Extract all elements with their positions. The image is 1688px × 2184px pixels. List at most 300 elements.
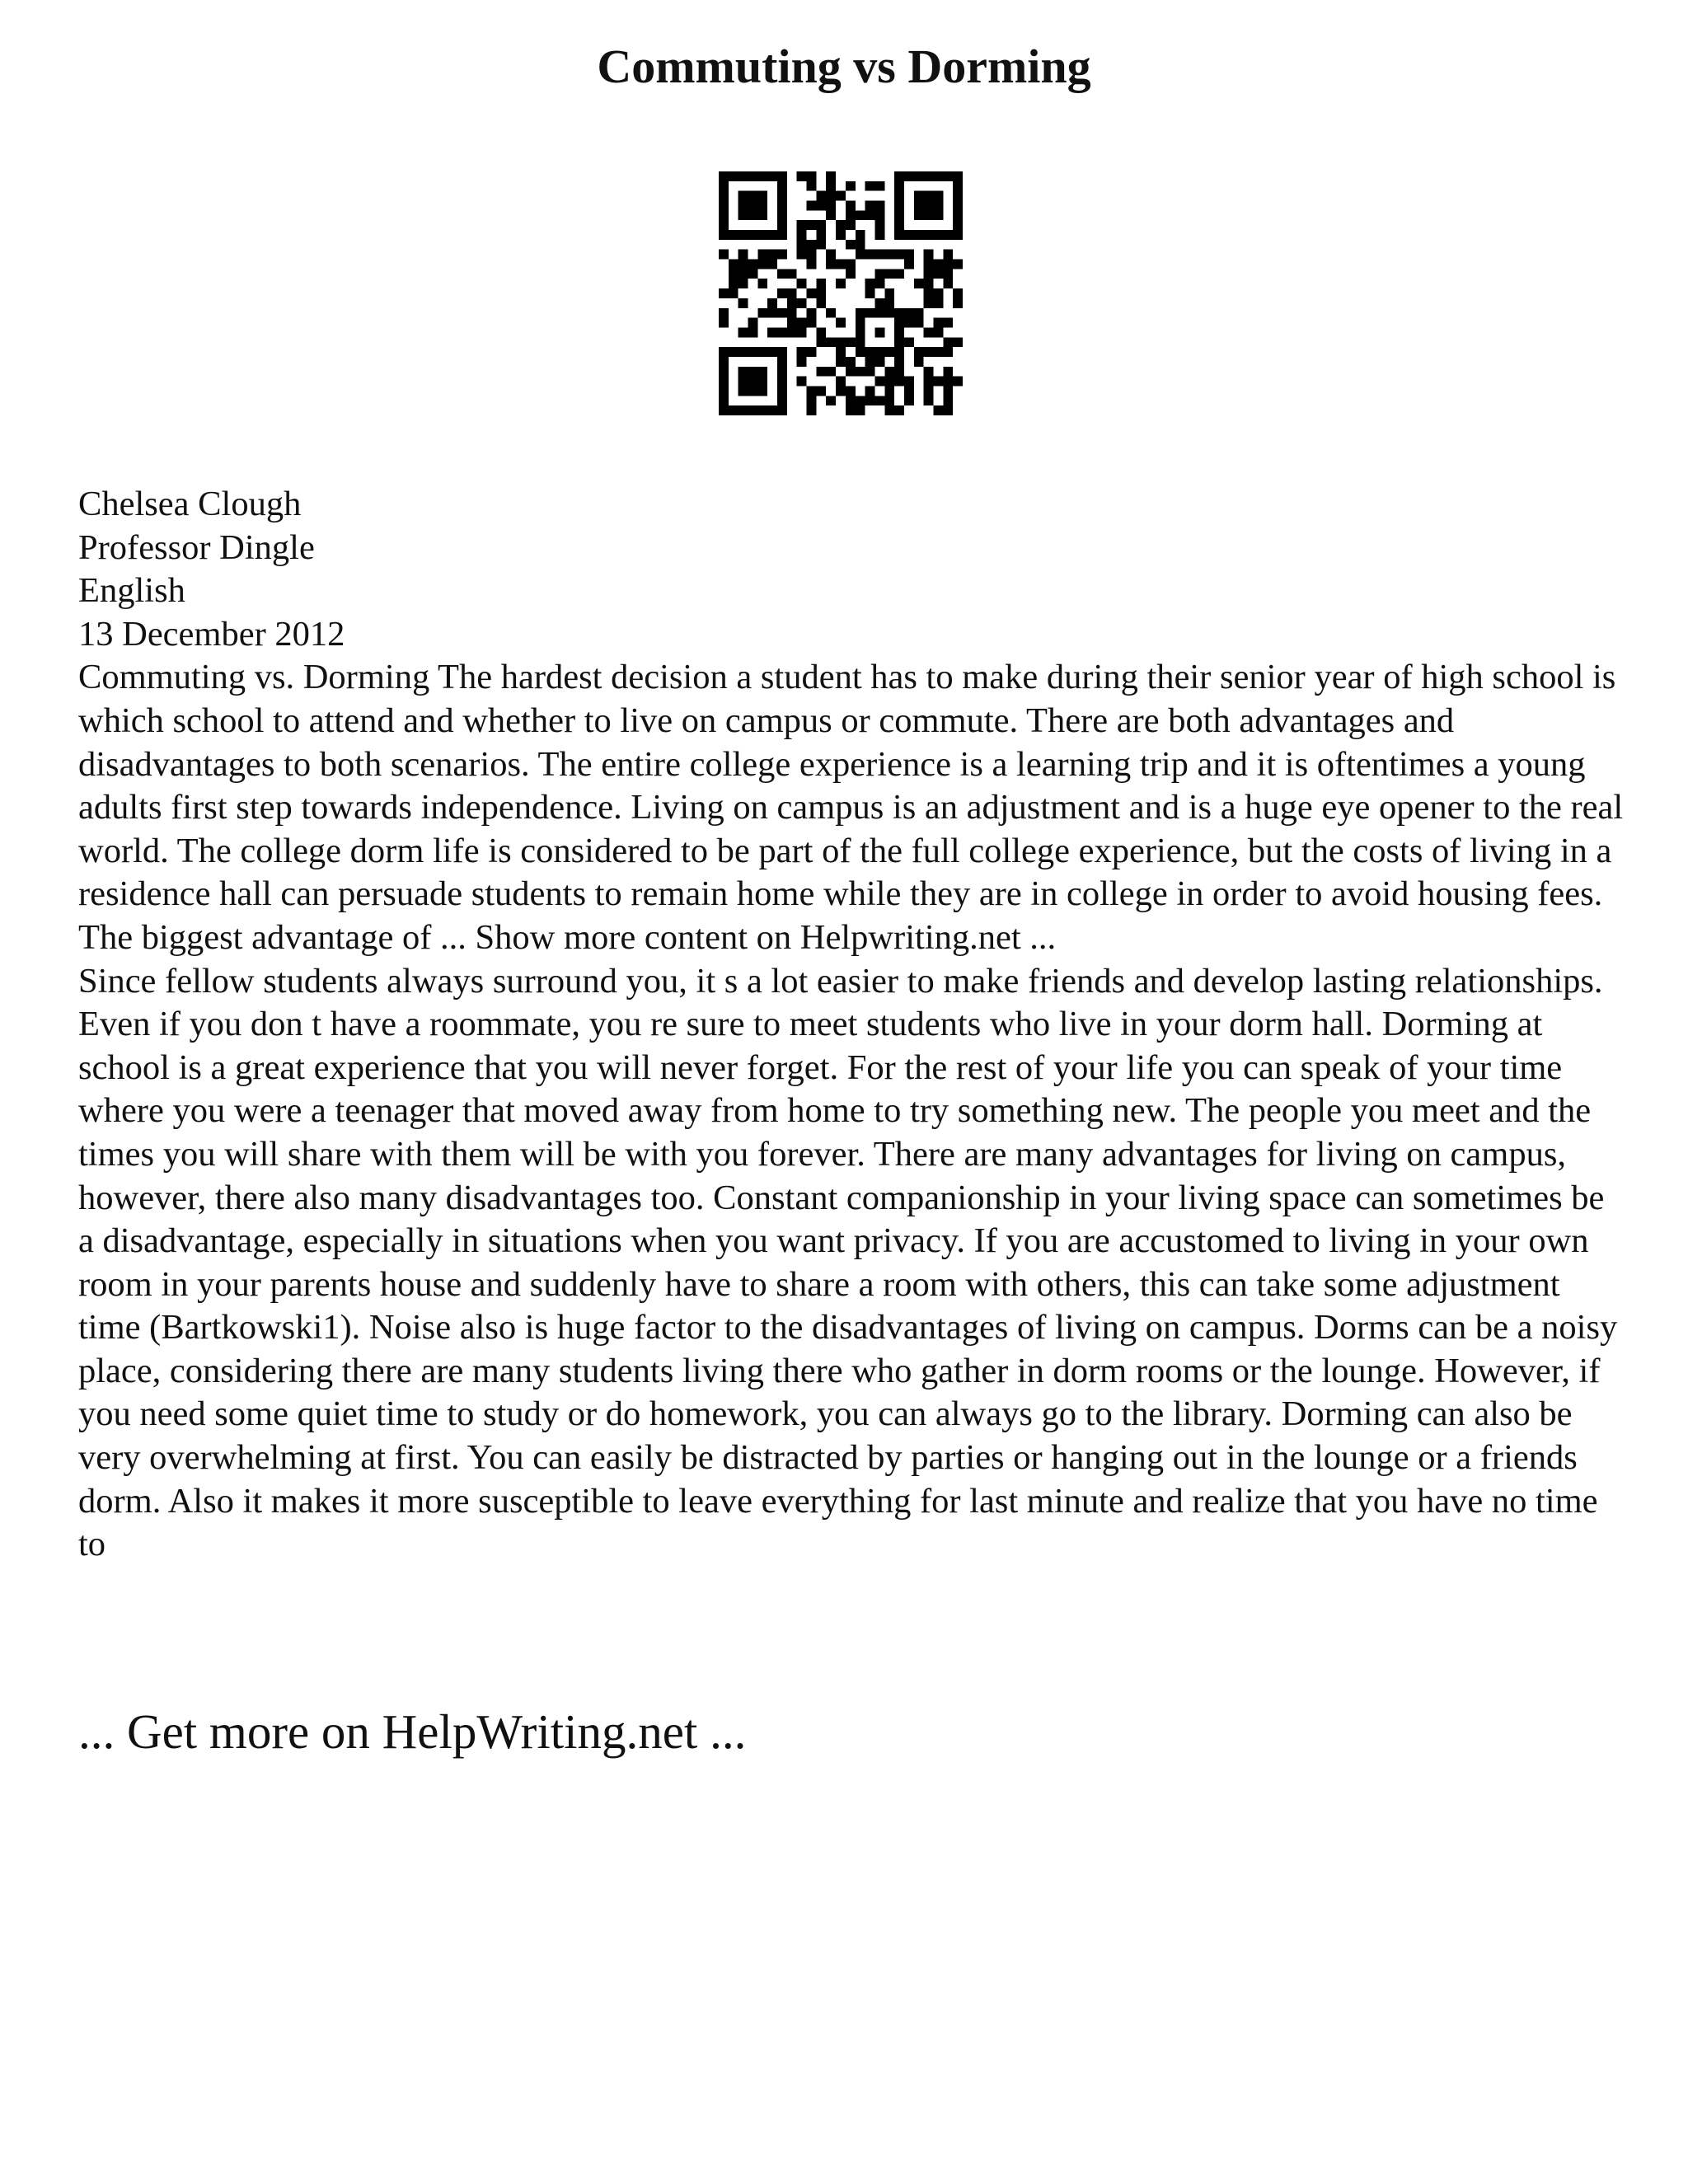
qr-module — [757, 250, 767, 260]
qr-module — [933, 191, 943, 201]
qr-module — [767, 327, 777, 337]
qr-module — [856, 396, 865, 405]
qr-module — [816, 367, 826, 377]
qr-module — [767, 230, 777, 240]
qr-module — [797, 171, 807, 181]
qr-module — [748, 386, 758, 396]
qr-module — [777, 210, 787, 220]
qr-module — [856, 308, 865, 318]
qr-module — [933, 201, 943, 211]
qr-module — [767, 250, 777, 260]
qr-module — [894, 357, 904, 367]
qr-module — [846, 210, 856, 220]
qr-module — [924, 230, 934, 240]
qr-module — [904, 308, 914, 318]
qr-module — [797, 240, 807, 250]
qr-module — [856, 210, 865, 220]
qr-module — [953, 201, 963, 211]
qr-module — [757, 191, 767, 201]
qr-module — [856, 347, 865, 357]
qr-module — [943, 171, 953, 181]
qr-module — [924, 288, 934, 298]
qr-module — [943, 386, 953, 396]
qr-module — [757, 210, 767, 220]
qr-module — [953, 181, 963, 191]
qr-module — [846, 386, 856, 396]
qr-module — [914, 201, 924, 211]
qr-module — [943, 279, 953, 288]
qr-module — [767, 347, 777, 357]
qr-module — [894, 337, 904, 347]
qr-module — [797, 347, 807, 357]
qr-module — [836, 347, 846, 357]
qr-module — [807, 240, 817, 250]
qr-module — [816, 230, 826, 240]
qr-module — [953, 220, 963, 230]
qr-module — [836, 191, 846, 201]
qr-module — [933, 327, 943, 337]
qr-module — [943, 396, 953, 405]
qr-module — [924, 367, 934, 377]
qr-module — [924, 250, 934, 260]
qr-module — [777, 191, 787, 201]
qr-module — [846, 240, 856, 250]
qr-module — [914, 308, 924, 318]
qr-module — [874, 327, 884, 337]
qr-module — [826, 308, 836, 318]
qr-module — [874, 220, 884, 230]
qr-module — [797, 327, 807, 337]
qr-module — [865, 288, 875, 298]
qr-module — [807, 347, 817, 357]
qr-module — [816, 298, 826, 308]
qr-module — [807, 308, 817, 318]
qr-module — [777, 386, 787, 396]
qr-module — [738, 260, 748, 269]
qr-module — [884, 308, 894, 318]
qr-module — [894, 377, 904, 387]
qr-module — [826, 181, 836, 191]
qr-module — [836, 279, 846, 288]
qr-module — [748, 260, 758, 269]
qr-module — [826, 210, 836, 220]
qr-module — [894, 405, 904, 415]
qr-module — [748, 269, 758, 279]
qr-module — [738, 201, 748, 211]
qr-module — [797, 250, 807, 260]
qr-module — [767, 298, 777, 308]
qr-module — [738, 367, 748, 377]
qr-module — [914, 230, 924, 240]
qr-module — [757, 405, 767, 415]
qr-module — [729, 269, 738, 279]
qr-module — [767, 260, 777, 269]
qr-module — [933, 377, 943, 387]
qr-module — [757, 230, 767, 240]
qr-module — [719, 220, 729, 230]
qr-module — [719, 318, 729, 328]
qr-module — [836, 220, 846, 230]
author-line: Chelsea Clough — [78, 485, 302, 523]
qr-module — [748, 171, 758, 181]
qr-module — [767, 171, 777, 181]
qr-code-image — [719, 171, 963, 415]
qr-module — [894, 210, 904, 220]
qr-module — [777, 308, 787, 318]
qr-module — [816, 220, 826, 230]
qr-module — [826, 337, 836, 347]
qr-module — [933, 347, 943, 357]
qr-module — [738, 377, 748, 387]
qr-module — [865, 357, 875, 367]
qr-module — [924, 347, 934, 357]
qr-module — [719, 181, 729, 191]
qr-module — [846, 220, 856, 230]
qr-module — [874, 347, 884, 357]
qr-module — [846, 405, 856, 415]
body-paragraph-2: Since fellow students always surround you, it s a lot easier to make friends and develop lasting relationships. Even if you don t have a roommate, you re sure to meet students who live in your dorm hall. Dorming at school is a great experience that you will never forget. For the rest of your life you can speak of your time where you were a teenager that moved away from home to try something new. The people you meet and the times you will share with them will be with you forever. There are many advantages for living on campus, however, there also many disadvantages too. Constant companionship in your living space can sometimes be a disadvantage, especially in situations when you want privacy. If you are accustomed to living in your own room in your parents house and suddenly have to share a room with others, this can take some adjustment time (Bartkowski1). Noise also is huge factor to the disadvantages of living on campus. Dorms can be a noisy place, considering there are many students living there who gather in dorm rooms or the lounge. However, if you need some quiet time to study or do homework, you can always go to the library. Dorming can also be very overwhelming at first. You can easily be distracted by parties or hanging out in the lounge or a friends dorm. Also it makes it more susceptible to leave everything for last minute and realize that you have no time to — [78, 961, 1618, 1564]
qr-module — [719, 386, 729, 396]
qr-module — [904, 260, 914, 269]
qr-module — [865, 181, 875, 191]
qr-module — [748, 318, 758, 328]
qr-module — [757, 260, 767, 269]
qr-module — [807, 250, 817, 260]
qr-module — [777, 181, 787, 191]
qr-module — [826, 250, 836, 260]
qr-module — [797, 377, 807, 387]
qr-module — [826, 201, 836, 211]
qr-module — [719, 405, 729, 415]
qr-module — [797, 357, 807, 367]
qr-module — [953, 337, 963, 347]
qr-module — [856, 327, 865, 337]
qr-module — [729, 405, 738, 415]
qr-module — [738, 269, 748, 279]
qr-module — [826, 191, 836, 201]
qr-module — [924, 327, 934, 337]
qr-module — [943, 230, 953, 240]
qr-module — [884, 405, 894, 415]
qr-module — [777, 269, 787, 279]
qr-module — [719, 367, 729, 377]
qr-module — [797, 298, 807, 308]
qr-module — [894, 367, 904, 377]
qr-module — [874, 250, 884, 260]
qr-module — [846, 269, 856, 279]
qr-module — [738, 230, 748, 240]
qr-module — [757, 386, 767, 396]
qr-module — [953, 377, 963, 387]
qr-module — [943, 318, 953, 328]
qr-module — [807, 288, 817, 298]
date-line: 13 December 2012 — [78, 614, 345, 654]
qr-module — [719, 347, 729, 357]
qr-module — [826, 396, 836, 405]
qr-module — [777, 171, 787, 181]
qr-module — [904, 377, 914, 387]
qr-module — [865, 347, 875, 357]
qr-module — [874, 357, 884, 367]
body-paragraph-1: Commuting vs. Dorming The hardest decision a student has to make during their senior year of high school is which school to attend and whether to live on campus or commute. There are both advantages and disadvantages to both scenarios. The entire college experience is a learning trip and it is oftentimes a young adults first step towards independence. Living on campus is an adjustment and is a huge eye opener to the real world. The college dorm life is considered to be part of the full college experience, but the costs of living in a residence hall can persuade students to remain home while they are in college in order to avoid housing fees. The biggest advantage of ... Show more content on Helpwriting.net ... — [78, 658, 1624, 957]
qr-module — [836, 337, 846, 347]
qr-module — [894, 191, 904, 201]
qr-module — [914, 357, 924, 367]
qr-module — [904, 318, 914, 328]
qr-module — [729, 347, 738, 357]
qr-module — [924, 269, 934, 279]
qr-module — [748, 230, 758, 240]
qr-module — [738, 298, 748, 308]
qr-module — [894, 230, 904, 240]
qr-module — [856, 337, 865, 347]
qr-module — [807, 260, 817, 269]
qr-module — [894, 327, 904, 337]
qr-module — [816, 240, 826, 250]
qr-module — [757, 377, 767, 387]
qr-module — [826, 367, 836, 377]
qr-module — [884, 269, 894, 279]
qr-module — [865, 396, 875, 405]
qr-module — [953, 191, 963, 201]
qr-module — [943, 260, 953, 269]
qr-module — [738, 386, 748, 396]
qr-module — [738, 279, 748, 288]
qr-module — [777, 230, 787, 240]
qr-module — [807, 318, 817, 328]
qr-module — [914, 210, 924, 220]
qr-module — [884, 396, 894, 405]
qr-module — [787, 318, 797, 328]
qr-module — [767, 405, 777, 415]
qr-module — [807, 396, 817, 405]
qr-module — [787, 269, 797, 279]
qr-module — [836, 318, 846, 328]
qr-module — [757, 347, 767, 357]
qr-module — [846, 357, 856, 367]
qr-module — [729, 260, 738, 269]
qr-module — [884, 386, 894, 396]
qr-module — [807, 201, 817, 211]
get-more-link[interactable]: ... Get more on HelpWriting.net ... — [78, 1704, 747, 1759]
qr-module — [904, 171, 914, 181]
qr-module — [943, 377, 953, 387]
qr-module — [738, 171, 748, 181]
qr-module — [729, 171, 738, 181]
qr-module — [924, 191, 934, 201]
qr-module — [924, 171, 934, 181]
qr-module — [943, 250, 953, 260]
qr-module — [865, 201, 875, 211]
qr-module — [953, 298, 963, 308]
qr-code-icon — [719, 171, 963, 415]
qr-module — [894, 220, 904, 230]
qr-module — [943, 269, 953, 279]
qr-module — [924, 279, 934, 288]
qr-module — [856, 250, 865, 260]
document-body — [78, 483, 1628, 1567]
qr-module — [719, 357, 729, 367]
qr-module — [933, 260, 943, 269]
qr-module — [953, 260, 963, 269]
qr-module — [884, 377, 894, 387]
qr-module — [874, 181, 884, 191]
qr-module — [953, 288, 963, 298]
qr-module — [943, 405, 953, 415]
qr-module — [856, 367, 865, 377]
qr-module — [933, 269, 943, 279]
qr-module — [757, 308, 767, 318]
qr-module — [777, 405, 787, 415]
professor-line: Professor Dingle — [78, 527, 315, 567]
qr-module — [894, 171, 904, 181]
course-line: English — [78, 571, 185, 611]
qr-module — [836, 357, 846, 367]
qr-module — [856, 405, 865, 415]
qr-module — [738, 405, 748, 415]
qr-module — [748, 327, 758, 337]
qr-module — [874, 279, 884, 288]
qr-module — [914, 171, 924, 181]
qr-module — [846, 396, 856, 405]
qr-module — [719, 191, 729, 201]
qr-module — [924, 201, 934, 211]
qr-module — [777, 357, 787, 367]
qr-module — [874, 201, 884, 211]
qr-module — [816, 279, 826, 288]
qr-module — [738, 327, 748, 337]
qr-module — [787, 288, 797, 298]
qr-module — [914, 191, 924, 201]
qr-module — [777, 396, 787, 405]
qr-module — [767, 308, 777, 318]
qr-module — [924, 210, 934, 220]
qr-module — [865, 367, 875, 377]
qr-module — [924, 396, 934, 405]
qr-module — [846, 181, 856, 191]
qr-module — [914, 347, 924, 357]
qr-module — [894, 347, 904, 357]
qr-module — [757, 279, 767, 288]
qr-module — [719, 288, 729, 298]
qr-module — [846, 260, 856, 269]
qr-module — [924, 377, 934, 387]
qr-module — [816, 327, 826, 337]
qr-module — [777, 347, 787, 357]
qr-module — [874, 230, 884, 240]
qr-module — [719, 250, 729, 260]
qr-module — [933, 171, 943, 181]
qr-module — [816, 288, 826, 298]
qr-module — [719, 377, 729, 387]
qr-module — [757, 367, 767, 377]
qr-module — [856, 240, 865, 250]
qr-module — [719, 171, 729, 181]
qr-module — [884, 347, 894, 357]
qr-module — [738, 210, 748, 220]
qr-module — [748, 191, 758, 201]
qr-module — [816, 386, 826, 396]
qr-module — [953, 230, 963, 240]
qr-module — [738, 347, 748, 357]
qr-module — [865, 386, 875, 396]
qr-module — [719, 201, 729, 211]
qr-module — [894, 308, 904, 318]
qr-module — [865, 210, 875, 220]
qr-module — [874, 269, 884, 279]
qr-module — [943, 347, 953, 357]
qr-module — [856, 318, 865, 328]
qr-module — [777, 250, 787, 260]
qr-module — [748, 405, 758, 415]
qr-module — [874, 298, 884, 308]
qr-module — [738, 191, 748, 201]
qr-module — [787, 308, 797, 318]
qr-module — [777, 377, 787, 387]
qr-module — [807, 405, 817, 415]
qr-module — [943, 367, 953, 377]
qr-module — [953, 171, 963, 181]
qr-module — [777, 367, 787, 377]
qr-module — [757, 201, 767, 211]
qr-module — [953, 210, 963, 220]
qr-module — [748, 201, 758, 211]
qr-module — [777, 201, 787, 211]
qr-module — [874, 210, 884, 220]
qr-module — [807, 386, 817, 396]
qr-module — [797, 220, 807, 230]
qr-module — [807, 171, 817, 181]
qr-module — [738, 250, 748, 260]
qr-module — [933, 230, 943, 240]
qr-module — [719, 210, 729, 220]
qr-module — [777, 220, 787, 230]
qr-module — [836, 230, 846, 240]
qr-module — [874, 308, 884, 318]
qr-module — [846, 367, 856, 377]
qr-module — [816, 201, 826, 211]
qr-module — [748, 377, 758, 387]
qr-module — [884, 288, 894, 298]
qr-module — [729, 279, 738, 288]
qr-module — [787, 327, 797, 337]
qr-module — [904, 337, 914, 347]
qr-module — [904, 396, 914, 405]
qr-module — [904, 230, 914, 240]
qr-module — [787, 298, 797, 308]
qr-module — [719, 230, 729, 240]
qr-module — [874, 396, 884, 405]
qr-module — [729, 288, 738, 298]
qr-module — [729, 230, 738, 240]
qr-module — [924, 386, 934, 396]
qr-module — [865, 308, 875, 318]
qr-module — [894, 250, 904, 260]
qr-module — [748, 347, 758, 357]
qr-module — [797, 230, 807, 240]
qr-module — [777, 327, 787, 337]
qr-module — [807, 220, 817, 230]
qr-module — [865, 279, 875, 288]
qr-module — [836, 377, 846, 387]
qr-module — [904, 386, 914, 396]
qr-module — [933, 288, 943, 298]
qr-module — [719, 396, 729, 405]
qr-module — [874, 377, 884, 387]
qr-module — [748, 210, 758, 220]
qr-module — [816, 191, 826, 201]
qr-module — [719, 308, 729, 318]
